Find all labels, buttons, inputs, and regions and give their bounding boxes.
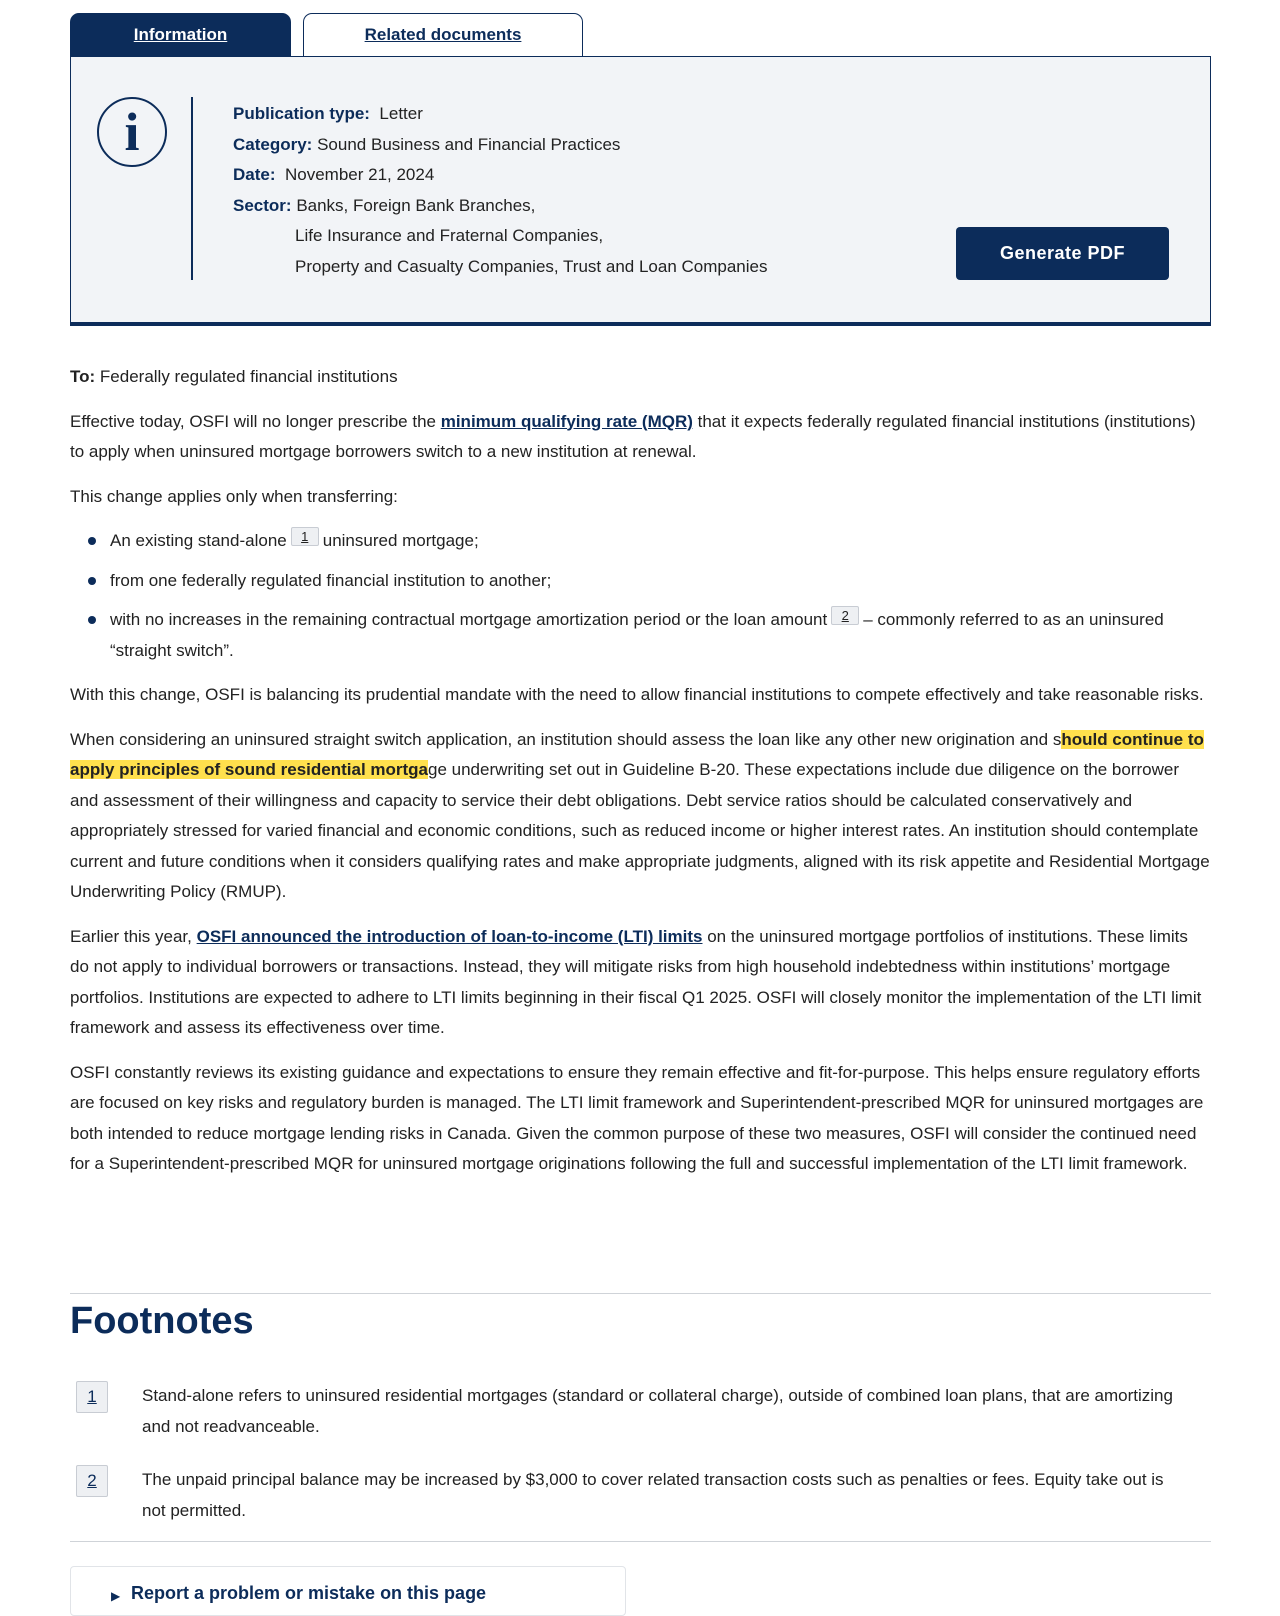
divider [70,1541,1211,1542]
footnote-text: The unpaid principal balance may be increased by $3,000 to cover related transaction costs such as penalties or fees. Equity take out is not permitted. [142,1470,1164,1520]
lti-limits-link[interactable]: OSFI announced the introduction of loan-to-income (LTI) limits [196,926,703,946]
category-label: Category: [233,134,313,154]
footnote-text: Stand-alone refers to uninsured residential mortgages (standard or collateral charge), outside of combined loan plans, that are amortizing and not readvanceable. [142,1386,1173,1436]
tab-information[interactable]: Information [70,13,291,56]
list-item: from one federally regulated financial institution to another; [70,566,1211,597]
list-item [70,605,1211,666]
sector-row [233,191,767,222]
footnote-number-2[interactable]: 2 [76,1465,108,1497]
publication-type-label: Publication type: [233,104,370,123]
category-value: Sound Business and Financial Practices [317,134,621,154]
footnotes-heading: Footnotes [70,1300,254,1342]
paragraph-text: Effective today, OSFI will no longer prescribe the [70,411,441,431]
to-label: To: [70,367,96,386]
paragraph-4 [70,725,1211,908]
list-item-text: uninsured mortgage; [322,531,479,550]
report-problem-label: Report a problem or mistake on this page [131,1583,487,1603]
information-panel [70,56,1211,326]
date-row [233,160,767,191]
to-value: Federally regulated financial institutions [99,367,398,386]
paragraph-text: that it expects federally regulated financial institutions (institutions) to apply when uninsured mortgage borrowers switch to a new institution at renewal. [70,411,1196,461]
category-row [233,130,767,161]
paragraph-1 [70,407,1211,468]
paragraph-text: When considering an uninsured straight switch application, an institution should assess the loan like any other new origination and s [70,729,1062,749]
paragraph-3: With this change, OSFI is balancing its prudential mandate with the need to allow financial institutions to compete effectively and take reasonable risks. [70,685,1204,704]
panel-divider [191,97,193,280]
footnote-ref-1[interactable]: 1 [291,527,319,546]
paragraph-text: on the uninsured mortgage portfolios of institutions. These limits do not apply to individual borrowers or transactions. Instead, they will mitigate risks from high household indebtedness within institutions’ mortgage portfolios. Institutions are expected to adhere to LTI limits beginning in their fiscal Q1 2025. OSFI will closely monitor the implementation of the LTI limit framework and assess its effectiveness over time. [70,926,1202,1037]
triangle-right-icon: ▶ [111,1589,121,1603]
sector-line: Banks, Foreign Bank Branches, [296,195,536,215]
sector-label: Sector: [233,195,292,215]
info-icon: i [97,97,167,167]
paragraph-2: This change applies only when transferring: [70,486,398,506]
paragraph-text: Earlier this year, [70,926,197,946]
tab-related-documents[interactable]: Related documents [303,13,583,56]
paragraph-6: OSFI constantly reviews its existing guidance and expectations to ensure they remain effective and fit-for-purpose. This helps ensure regulatory efforts are focused on key risks and regulatory burden is managed. The LTI limit framework and Superintendent-prescribed MQR for uninsured mortgages are both intended to reduce mortgage lending risks in Canada. Given the common purpose of these two measures, OSFI will consider the continued need for a Superintendent-prescribed MQR for uninsured mortgage originations following the full and successful implementation of the LTI limit framework. [70,1062,1204,1173]
letter-body [70,362,1211,1180]
report-problem-toggle[interactable] [70,1566,626,1616]
sector-line: Life Insurance and Fraternal Companies, [295,226,604,245]
mqr-link[interactable]: minimum qualifying rate (MQR) [440,411,693,431]
sector-line: Property and Casualty Companies, Trust and Loan Companies [295,256,768,276]
generate-pdf-button[interactable]: Generate PDF [956,227,1169,280]
list-item [70,526,1211,557]
publication-type-value: Letter [379,104,423,123]
paragraph-5 [70,922,1211,1044]
list-item-text: – commonly referred to as an uninsured “straight switch”. [110,610,1164,660]
footnote-number-1[interactable]: 1 [76,1381,108,1413]
recipient-line [70,362,1211,393]
divider [70,1293,1211,1294]
publication-type-row [233,99,767,130]
publication-metadata [233,99,767,282]
footnote-ref-2[interactable]: 2 [831,606,859,625]
list-item-text: with no increases in the remaining contractual mortgage amortization period or the loan amount [110,610,828,629]
transfer-conditions-list [70,526,1211,666]
paragraph-text: ge underwriting set out in Guideline B-20. These expectations include due diligence on the borrower and assessment of their willingness and capacity to service their debt obligations. Debt service ratios should be calculated conservatively and appropriately stressed for varied financial and economic conditions, such as reduced income or higher interest rates. An institution should contemplate current and future conditions when it considers qualifying rates and make appropriate judgments, aligned with its risk appetite and Residential Mortgage Underwriting Policy (RMUP). [70,760,1210,901]
list-item-text: An existing stand-alone [110,531,287,550]
date-value: November 21, 2024 [284,165,435,184]
date-label: Date: [233,165,276,184]
highlighted-text: hould continue to apply principles of sound residential mortga [70,729,1204,779]
